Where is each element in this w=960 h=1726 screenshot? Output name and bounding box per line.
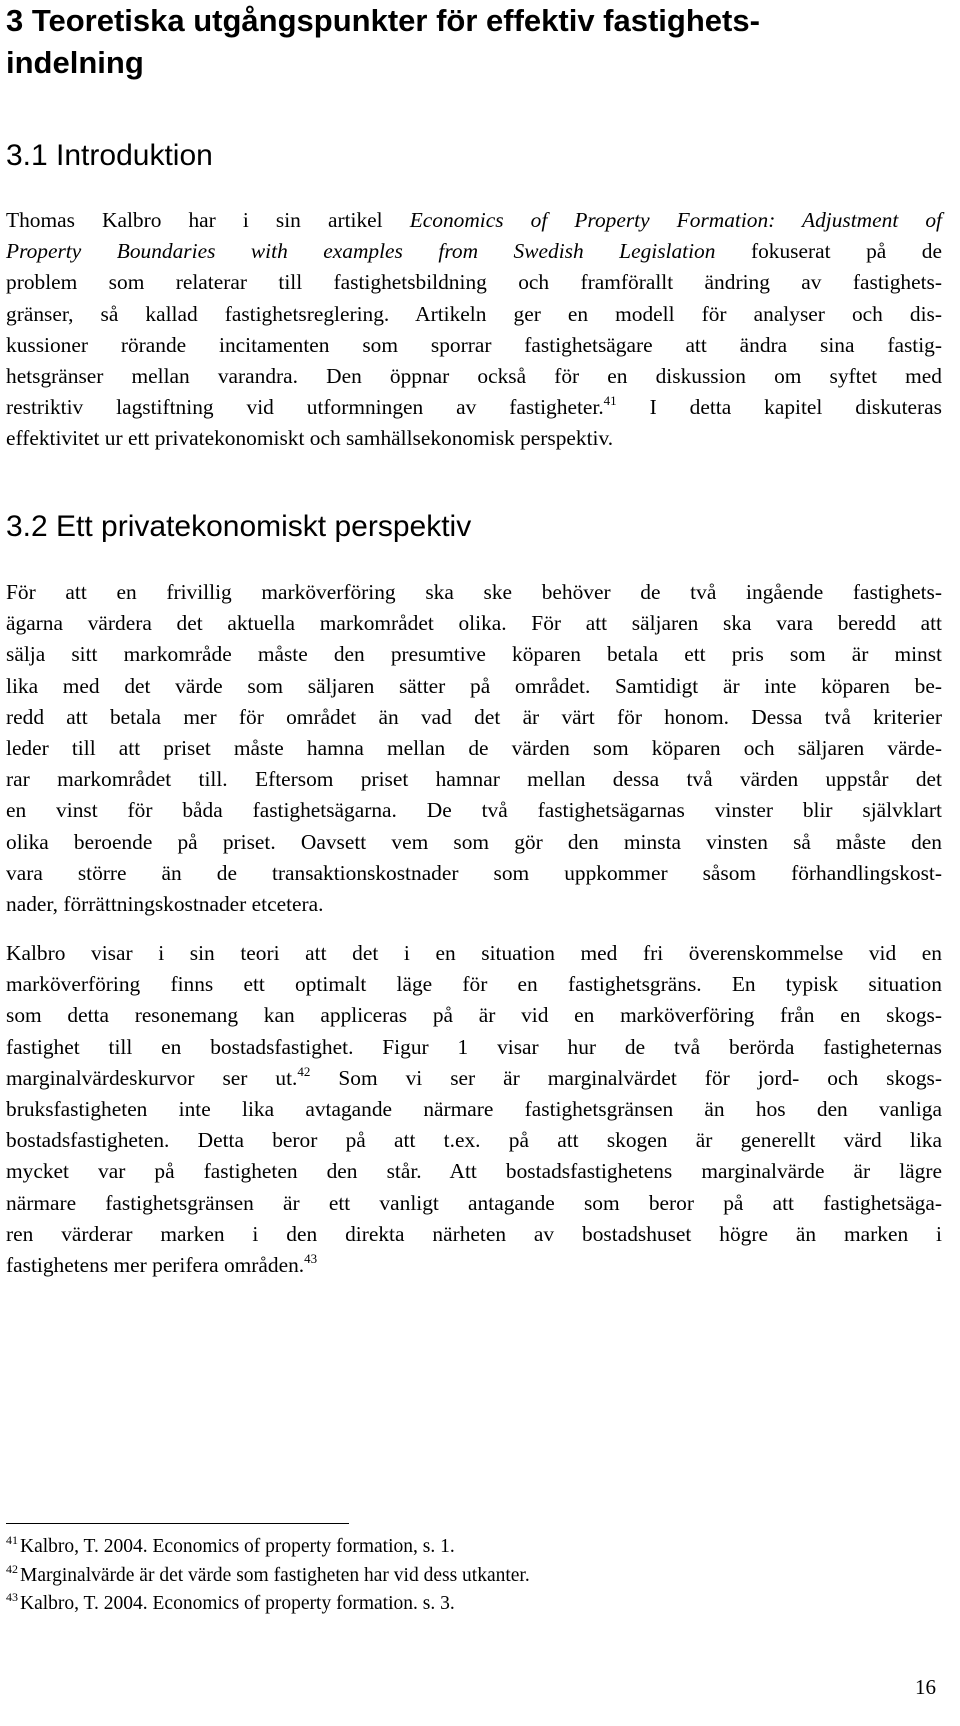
text-line: effektivitet ur ett privatekonomiskt och samhällsekonomisk perspektiv. xyxy=(6,426,614,451)
footnote-number: 43 xyxy=(6,1590,18,1604)
text-line: problem som relaterar till fastighetsbildning och framförallt ändring av fastighets- xyxy=(6,270,942,295)
footnote-text: Kalbro, T. 2004. Economics of property formation. s. 3. xyxy=(20,1593,455,1614)
footnote xyxy=(6,1562,936,1591)
text-line: rar markområdet till. Eftersom priset hamnar mellan dessa två värden uppstår det xyxy=(6,767,942,792)
footnote xyxy=(6,1533,936,1562)
chapter-title-line: indelning xyxy=(6,45,144,80)
paragraph xyxy=(6,577,942,920)
text-line: sälja sitt markområde måste den presumtive köparen betala ett pris som är minst xyxy=(6,642,942,667)
footnote-reference: 41 xyxy=(603,393,617,409)
text-line: kussioner rörande incitamenten som sporrar fastighetsägare att ändra sina fastig- xyxy=(6,332,942,357)
text-line: mycket var på fastigheten den står. Att bostadsfastighetens marginalvärde är lägre xyxy=(6,1159,942,1184)
footnote xyxy=(6,1590,936,1619)
text-line: nader, förrättningskostnader etcetera. xyxy=(6,892,324,917)
paragraph xyxy=(6,205,942,455)
text-line: närmare fastighetsgränsen är ett vanligt antagande som beror på att fastighetsäga- xyxy=(6,1190,942,1215)
text-line: För att en frivillig marköverföring ska ske behöver de två ingående fastighets- xyxy=(6,580,942,604)
footnote-number: 42 xyxy=(6,1561,18,1576)
text-line: hetsgränser mellan varandra. Den öppnar också för en diskussion om syftet med xyxy=(6,364,942,389)
text-line: marginalvärdeskurvor ser ut.$^{42}$ Som vi ser är marginalvärdet för jord- och skogs- xyxy=(6,1063,942,1090)
text-line: en vinst för båda fastighetsägarna. De två fastighetsägarnas vinster blir självklart xyxy=(6,798,942,823)
text-line: vara större än de transaktionskostnader som uppkommer såsom förhandlingskost- xyxy=(6,860,942,885)
section-heading-private-economic: 3.2 Ett privatekonomiskt perspektiv xyxy=(6,510,472,543)
chapter-title xyxy=(6,0,936,84)
text-line: restriktiv lagstiftning vid utformningen av fastigheter.$^{41}$ I detta kapitel diskuteras xyxy=(6,393,942,420)
text-line: Thomas Kalbro har i sin artikel Economics of Property Formation: Adjustment of xyxy=(6,208,942,232)
page-number: 16 xyxy=(915,1675,936,1699)
text-line: bostadsfastigheten. Detta beror på att t.ex. på att skogen är generellt värd lika xyxy=(6,1128,942,1153)
footnote-reference: 42 xyxy=(297,1063,311,1079)
footnote-separator xyxy=(6,1523,349,1524)
paragraph xyxy=(6,938,942,1281)
text-line: gränser, så kallad fastighetsreglering. Artikeln ger en modell för analyser och dis- xyxy=(6,301,942,326)
chapter-title-line: 3 Teoretiska utgångspunkter för effektiv fastighets- xyxy=(6,3,760,38)
text-line: Kalbro visar i sin teori att det i en situation med fri överenskommelse vid en xyxy=(6,941,942,965)
text-line: lika med det värde som säljaren sätter på området. Samtidigt är inte köparen be- xyxy=(6,673,942,698)
section-heading-introduction: 3.1 Introduktion xyxy=(6,139,213,172)
text-line: redd att betala mer för området än vad det är värt för honom. Dessa två kriterier xyxy=(6,704,942,729)
text-line: marköverföring finns ett optimalt läge för en fastighetsgräns. En typisk situation xyxy=(6,972,942,997)
text-line: Property Boundaries with examples from Swedish Legislation fokuserat på de xyxy=(6,239,942,264)
italic-title: Property Boundaries with examples from Swedish Legislation xyxy=(6,239,716,264)
text-line: bruksfastigheten inte lika avtagande närmare fastighetsgränsen än hos den vanliga xyxy=(6,1097,942,1122)
italic-title: Economics of Property Formation: Adjustment of xyxy=(409,208,942,232)
text-line: leder till att priset måste hamna mellan de värden som köparen och säljaren värde- xyxy=(6,736,942,761)
text-line: fastighet till en bostadsfastighet. Figur 1 visar hur de två berörda fastigheternas xyxy=(6,1034,942,1059)
footnote-reference: 43 xyxy=(304,1251,318,1267)
text-line: ägarna värdera det aktuella markområdet olika. För att säljaren ska vara beredd att xyxy=(6,611,942,636)
text-line: som detta resonemang kan appliceras på är vid en marköverföring från en skogs- xyxy=(6,1003,942,1028)
footnote-text: Kalbro, T. 2004. Economics of property formation, s. 1. xyxy=(20,1536,455,1557)
text-line: fastighetens mer perifera områden.$^{43}$ xyxy=(6,1251,318,1278)
footnote-text: Marginalvärde är det värde som fastigheten har vid dess utkanter. xyxy=(20,1564,530,1586)
footnote-number: 41 xyxy=(6,1533,18,1547)
text-line: ren värderar marken i den direkta närheten av bostadshuset högre än marken i xyxy=(6,1221,942,1246)
footnotes xyxy=(6,1533,936,1619)
text-line: olika beroende på priset. Oavsett vem som gör den minsta vinsten så måste den xyxy=(6,829,942,854)
